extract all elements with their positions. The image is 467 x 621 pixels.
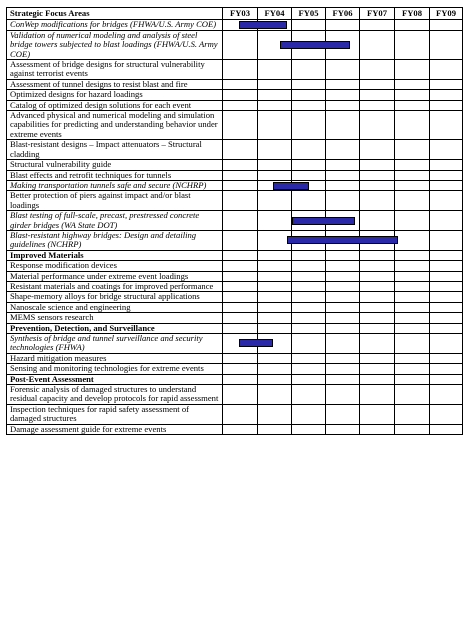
year-cell <box>360 100 395 110</box>
year-cell <box>430 90 463 100</box>
year-cell <box>395 211 430 231</box>
year-cell <box>223 313 258 323</box>
year-cell <box>223 140 258 160</box>
year-cell <box>395 100 430 110</box>
year-cell <box>223 191 258 211</box>
year-cell <box>326 100 360 110</box>
year-cell <box>395 170 430 180</box>
focus-area-cell: Inspection techniques for rapid safety assessment of damaged structures <box>7 404 223 424</box>
year-cell <box>258 404 292 424</box>
table-row <box>7 334 463 354</box>
year-cell <box>360 30 395 59</box>
year-cell <box>430 323 463 333</box>
year-cell <box>360 90 395 100</box>
year-cell <box>258 313 292 323</box>
focus-area-cell: Blast testing of full-scale, precast, prestressed concrete girder bridges (WA State DOT) <box>7 211 223 231</box>
year-cell <box>292 323 326 333</box>
year-cell <box>326 271 360 281</box>
year-cell <box>258 90 292 100</box>
year-cell <box>223 271 258 281</box>
year-cell <box>430 261 463 271</box>
year-cell <box>292 170 326 180</box>
year-cell <box>430 271 463 281</box>
year-cell <box>395 90 430 100</box>
year-cell <box>258 111 292 140</box>
table-row <box>7 140 463 160</box>
focus-area-cell: Nanoscale science and engineering <box>7 302 223 312</box>
year-cell <box>223 79 258 89</box>
year-cell <box>430 250 463 260</box>
focus-area-cell: Advanced physical and numerical modeling and simulation capabilities for predicting and understanding behavior under extreme events <box>7 111 223 140</box>
focus-area-cell: Forensic analysis of damaged structures to understand residual capacity and develop protocols for rapid assessment <box>7 385 223 405</box>
year-cell <box>360 385 395 405</box>
year-cell <box>292 20 326 30</box>
year-cell <box>326 140 360 160</box>
year-cell <box>360 180 395 190</box>
year-cell <box>395 230 430 250</box>
focus-area-cell: MEMS sensors research <box>7 313 223 323</box>
year-cell <box>430 191 463 211</box>
year-cell <box>292 313 326 323</box>
year-cell <box>360 292 395 302</box>
year-cell <box>360 364 395 374</box>
year-cell <box>395 191 430 211</box>
year-cell <box>223 323 258 333</box>
focus-area-cell: Sensing and monitoring technologies for extreme events <box>7 364 223 374</box>
year-cell <box>395 374 430 384</box>
year-cell <box>326 302 360 312</box>
year-cell <box>395 160 430 170</box>
year-cell <box>326 20 360 30</box>
year-cell <box>223 20 258 30</box>
year-cell <box>223 302 258 312</box>
header-fy04: FY04 <box>258 8 292 20</box>
table-row <box>7 313 463 323</box>
table-row <box>7 230 463 250</box>
focus-area-cell: Response modification devices <box>7 261 223 271</box>
year-cell <box>258 250 292 260</box>
year-cell <box>360 111 395 140</box>
year-cell <box>223 281 258 291</box>
year-cell <box>292 353 326 363</box>
header-fy03: FY03 <box>223 8 258 20</box>
table-row <box>7 60 463 80</box>
year-cell <box>360 404 395 424</box>
table-row <box>7 271 463 281</box>
focus-area-cell: Material performance under extreme event loadings <box>7 271 223 281</box>
year-cell <box>258 281 292 291</box>
year-cell <box>395 140 430 160</box>
table-row <box>7 302 463 312</box>
header-fy08: FY08 <box>395 8 430 20</box>
year-cell <box>223 180 258 190</box>
year-cell <box>360 191 395 211</box>
year-cell <box>430 385 463 405</box>
year-cell <box>223 404 258 424</box>
schedule-bar <box>239 21 287 29</box>
table-row <box>7 191 463 211</box>
header-fy07: FY07 <box>360 8 395 20</box>
year-cell <box>258 292 292 302</box>
year-cell <box>395 30 430 59</box>
year-cell <box>223 250 258 260</box>
focus-area-cell: Structural vulnerability guide <box>7 160 223 170</box>
year-cell <box>292 90 326 100</box>
year-cell <box>258 374 292 384</box>
year-cell <box>292 271 326 281</box>
year-cell <box>223 424 258 434</box>
focus-area-cell: Making transportation tunnels safe and secure (NCHRP) <box>7 180 223 190</box>
year-cell <box>326 292 360 302</box>
year-cell <box>360 79 395 89</box>
year-cell <box>360 334 395 354</box>
year-cell <box>292 191 326 211</box>
focus-area-cell: Damage assessment guide for extreme events <box>7 424 223 434</box>
year-cell <box>395 424 430 434</box>
year-cell <box>292 60 326 80</box>
year-cell <box>326 250 360 260</box>
year-cell <box>360 261 395 271</box>
header-fy09: FY09 <box>430 8 463 20</box>
section-row <box>7 323 463 333</box>
table-row <box>7 261 463 271</box>
year-cell <box>430 79 463 89</box>
year-cell <box>430 353 463 363</box>
year-cell <box>292 385 326 405</box>
year-cell <box>326 374 360 384</box>
year-cell <box>223 170 258 180</box>
table-row <box>7 79 463 89</box>
year-cell <box>326 334 360 354</box>
year-cell <box>292 281 326 291</box>
focus-area-cell: ConWep modifications for bridges (FHWA/U.S. Army COE) <box>7 20 223 30</box>
year-cell <box>258 261 292 271</box>
focus-area-cell: Assessment of bridge designs for structural vulnerability against terrorist events <box>7 60 223 80</box>
year-cell <box>223 385 258 405</box>
year-cell <box>223 353 258 363</box>
year-cell <box>360 302 395 312</box>
table-row <box>7 281 463 291</box>
year-cell <box>430 20 463 30</box>
year-cell <box>395 292 430 302</box>
year-cell <box>395 20 430 30</box>
year-cell <box>360 313 395 323</box>
year-cell <box>360 374 395 384</box>
year-cell <box>395 302 430 312</box>
schedule-bar <box>280 41 350 49</box>
year-cell <box>326 424 360 434</box>
focus-area-cell: Validation of numerical modeling and analysis of steel bridge towers subjected to blast loadings (FHWA/U.S. Army COE) <box>7 30 223 59</box>
year-cell <box>326 160 360 170</box>
year-cell <box>292 100 326 110</box>
year-cell <box>430 374 463 384</box>
year-cell <box>223 111 258 140</box>
year-cell <box>430 60 463 80</box>
header-fy06: FY06 <box>326 8 360 20</box>
year-cell <box>258 170 292 180</box>
year-cell <box>395 111 430 140</box>
table-row <box>7 364 463 374</box>
table-row <box>7 404 463 424</box>
year-cell <box>292 374 326 384</box>
year-cell <box>395 60 430 80</box>
focus-area-cell: Resistant materials and coatings for improved performance <box>7 281 223 291</box>
focus-area-cell: Synthesis of bridge and tunnel surveillance and security technologies (FHWA) <box>7 334 223 354</box>
year-cell <box>292 261 326 271</box>
year-cell <box>360 353 395 363</box>
year-cell <box>395 313 430 323</box>
year-cell <box>292 79 326 89</box>
year-cell <box>258 191 292 211</box>
focus-area-cell: Better protection of piers against impact and/or blast loadings <box>7 191 223 211</box>
table-row <box>7 90 463 100</box>
year-cell <box>430 313 463 323</box>
table-body <box>7 20 463 435</box>
year-cell <box>258 271 292 281</box>
table-row <box>7 385 463 405</box>
year-cell <box>395 250 430 260</box>
year-cell <box>326 364 360 374</box>
year-cell <box>326 261 360 271</box>
year-cell <box>360 170 395 180</box>
schedule-bar <box>287 236 399 244</box>
year-cell <box>395 271 430 281</box>
table-row <box>7 30 463 59</box>
table-row <box>7 424 463 434</box>
year-cell <box>430 100 463 110</box>
year-cell <box>395 79 430 89</box>
year-cell <box>360 271 395 281</box>
schedule-bar <box>292 217 355 225</box>
focus-area-cell: Assessment of tunnel designs to resist blast and fire <box>7 79 223 89</box>
focus-area-cell: Catalog of optimized design solutions for each event <box>7 100 223 110</box>
schedule-bar <box>273 182 309 190</box>
year-cell <box>292 292 326 302</box>
year-cell <box>326 60 360 80</box>
year-cell <box>395 281 430 291</box>
year-cell <box>223 230 258 250</box>
year-cell <box>430 230 463 250</box>
year-cell <box>292 424 326 434</box>
year-cell <box>395 364 430 374</box>
year-cell <box>292 364 326 374</box>
year-cell <box>292 160 326 170</box>
schedule-bar <box>239 339 274 347</box>
year-cell <box>360 424 395 434</box>
table-row <box>7 170 463 180</box>
table-row <box>7 160 463 170</box>
year-cell <box>258 140 292 160</box>
year-cell <box>395 404 430 424</box>
year-cell <box>292 111 326 140</box>
year-cell <box>292 334 326 354</box>
year-cell <box>360 211 395 231</box>
year-cell <box>223 100 258 110</box>
year-cell <box>326 180 360 190</box>
year-cell <box>258 60 292 80</box>
year-cell <box>430 211 463 231</box>
header-strategic-focus-areas: Strategic Focus Areas <box>7 8 223 20</box>
year-cell <box>258 364 292 374</box>
year-cell <box>223 374 258 384</box>
year-cell <box>360 60 395 80</box>
strategic-focus-table <box>6 7 463 435</box>
table-row <box>7 211 463 231</box>
focus-area-cell: Blast effects and retrofit techniques for tunnels <box>7 170 223 180</box>
year-cell <box>326 404 360 424</box>
year-cell <box>430 292 463 302</box>
year-cell <box>326 323 360 333</box>
table-row <box>7 20 463 30</box>
year-cell <box>430 180 463 190</box>
year-cell <box>258 160 292 170</box>
year-cell <box>430 281 463 291</box>
table-row <box>7 111 463 140</box>
year-cell <box>360 250 395 260</box>
year-cell <box>430 140 463 160</box>
year-cell <box>223 261 258 271</box>
year-cell <box>430 364 463 374</box>
year-cell <box>258 79 292 89</box>
year-cell <box>430 424 463 434</box>
year-cell <box>395 353 430 363</box>
section-row <box>7 374 463 384</box>
year-cell <box>223 334 258 354</box>
year-cell <box>223 364 258 374</box>
section-heading: Improved Materials <box>7 250 223 260</box>
year-cell <box>223 211 258 231</box>
year-cell <box>360 323 395 333</box>
header-row <box>7 8 463 20</box>
section-heading: Prevention, Detection, and Surveillance <box>7 323 223 333</box>
table-row <box>7 353 463 363</box>
year-cell <box>326 111 360 140</box>
year-cell <box>223 160 258 170</box>
year-cell <box>326 170 360 180</box>
year-cell <box>292 302 326 312</box>
year-cell <box>395 261 430 271</box>
year-cell <box>258 211 292 231</box>
year-cell <box>292 404 326 424</box>
year-cell <box>395 180 430 190</box>
focus-area-cell: Hazard mitigation measures <box>7 353 223 363</box>
section-row <box>7 250 463 260</box>
table-row <box>7 180 463 190</box>
year-cell <box>430 302 463 312</box>
year-cell <box>258 100 292 110</box>
year-cell <box>430 160 463 170</box>
year-cell <box>326 281 360 291</box>
year-cell <box>430 334 463 354</box>
year-cell <box>258 353 292 363</box>
year-cell <box>395 323 430 333</box>
year-cell <box>430 111 463 140</box>
table-row <box>7 100 463 110</box>
focus-area-cell: Blast-resistant designs – Impact attenuators – Structural cladding <box>7 140 223 160</box>
section-heading: Post-Event Assessment <box>7 374 223 384</box>
year-cell <box>326 313 360 323</box>
year-cell <box>326 90 360 100</box>
year-cell <box>292 250 326 260</box>
year-cell <box>430 404 463 424</box>
year-cell <box>258 302 292 312</box>
focus-area-cell: Optimized designs for hazard loadings <box>7 90 223 100</box>
header-fy05: FY05 <box>292 8 326 20</box>
year-cell <box>258 424 292 434</box>
year-cell <box>326 353 360 363</box>
year-cell <box>326 385 360 405</box>
year-cell <box>360 140 395 160</box>
year-cell <box>326 191 360 211</box>
year-cell <box>360 281 395 291</box>
year-cell <box>326 79 360 89</box>
year-cell <box>223 292 258 302</box>
year-cell <box>360 20 395 30</box>
year-cell <box>223 60 258 80</box>
focus-area-cell: Shape-memory alloys for bridge structural applications <box>7 292 223 302</box>
year-cell <box>223 90 258 100</box>
year-cell <box>430 170 463 180</box>
year-cell <box>223 30 258 59</box>
focus-area-cell: Blast-resistant highway bridges: Design and detailing guidelines (NCHRP) <box>7 230 223 250</box>
year-cell <box>258 323 292 333</box>
year-cell <box>360 160 395 170</box>
year-cell <box>258 385 292 405</box>
year-cell <box>430 30 463 59</box>
year-cell <box>395 385 430 405</box>
year-cell <box>395 334 430 354</box>
table-row <box>7 292 463 302</box>
year-cell <box>292 140 326 160</box>
